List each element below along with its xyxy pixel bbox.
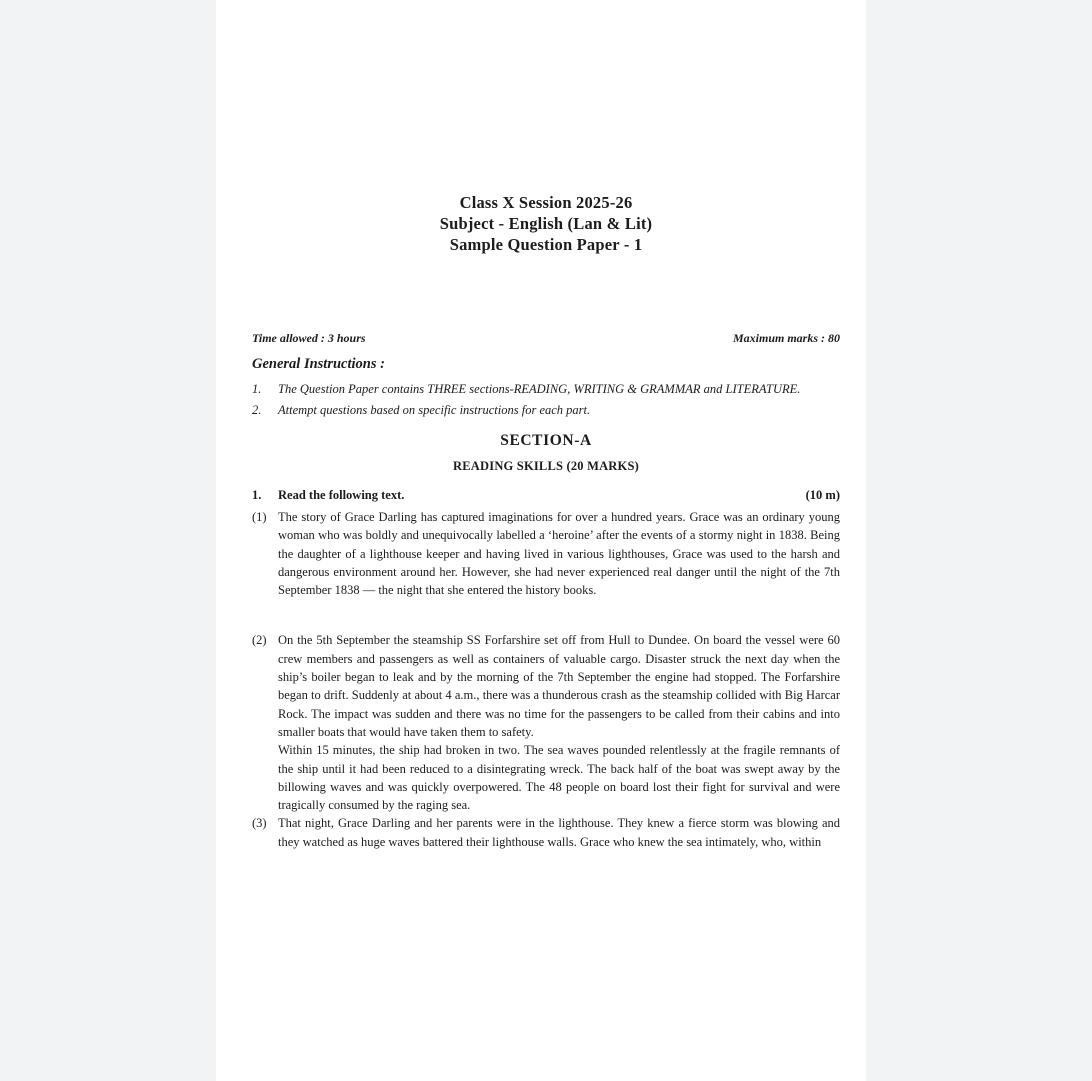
doc-title [252, 192, 840, 255]
question-number: 1. [252, 488, 262, 502]
reading-passage [252, 508, 840, 851]
instruction-text: Attempt questions based on specific instructions for each part. [278, 402, 591, 417]
question-marks: (10 m) [805, 488, 840, 502]
maximum-marks: Maximum marks : 80 [732, 331, 840, 345]
instruction-number: 1. [252, 382, 262, 396]
instruction-item [252, 379, 840, 400]
doc-title-line-3: Sample Question Paper - 1 [449, 235, 643, 254]
general-instructions-list [252, 379, 840, 420]
doc-title-line-2: Subject - English (Lan & Lit) [439, 214, 653, 233]
instruction-number: 2. [252, 402, 262, 417]
question-heading [252, 487, 840, 504]
passage-paragraph-1 [252, 508, 840, 599]
paragraph-number: (1) [252, 510, 267, 524]
paragraph-text [278, 508, 840, 599]
paragraph-text-body: The story of Grace Darling has captured imaginations for over a hundred years. Grace was an ordinary young woman who was boldly and unequivocally labelled a ‘heroine’ after the events of a stormy night in 1838. Being the daughter of a lighthouse keeper and having lived in various lighthouses, Grace was used to the harsh and dangerous environment around her. However, she had never experienced real danger until the night of the 7th September 1838 — the night that she entered the history books. [278, 510, 840, 598]
paragraph-text-body: That night, Grace Darling and her parents were in the lighthouse. They knew a fierce storm was blowing and they watched as huge waves battered their lighthouse walls. Grace who knew the sea intimately, who, within [278, 816, 840, 849]
paragraph-number: (3) [252, 816, 267, 831]
paragraph-text [278, 631, 840, 814]
paragraph-number: (2) [252, 633, 267, 648]
meta-row [252, 331, 840, 346]
general-instructions-heading: General Instructions : [252, 356, 385, 372]
paragraph-text-body: Within 15 minutes, the ship had broken in two. The sea waves pounded relentlessly at the fragile remnants of the ship until it had been reduced to a disintegrating wreck. The back half of the boat was swept away by the billowing waves and was quickly overpowered. The 48 people on board lost their fight for survival and were tragically consumed by the raging sea. [278, 743, 840, 813]
document-page [216, 0, 866, 1081]
question-text: Read the following text. [278, 488, 405, 502]
instruction-item [252, 400, 840, 421]
section-subtitle: READING SKILLS (20 MARKS) [453, 459, 639, 473]
instruction-text: The Question Paper contains THREE sections-READING, WRITING & GRAMMAR and LITERATURE. [278, 382, 801, 396]
doc-title-line-1: Class X Session 2025-26 [459, 193, 633, 212]
passage-paragraph-3 [252, 814, 840, 851]
passage-paragraph-2 [252, 631, 840, 814]
section-title: SECTION-A [500, 432, 592, 449]
paragraph-text [278, 814, 840, 851]
paragraph-text-body: On the 5th September the steamship SS Forfarshire set off from Hull to Dundee. On board the vessel were 60 crew members and passengers as well as containers of valuable cargo. Disaster struck the next day when the ship’s boiler began to leak and by the morning of the 7th September the engine had stopped. The Forfarshire began to drift. Suddenly at about 4 a.m., there was a thunderous crash as the steamship collided with Big Harcar Rock. The impact was sudden and there was no time for the passengers to be called from their cabins and into smaller boats that would have taken them to safety. [278, 633, 840, 739]
time-allowed: Time allowed : 3 hours [252, 331, 366, 345]
